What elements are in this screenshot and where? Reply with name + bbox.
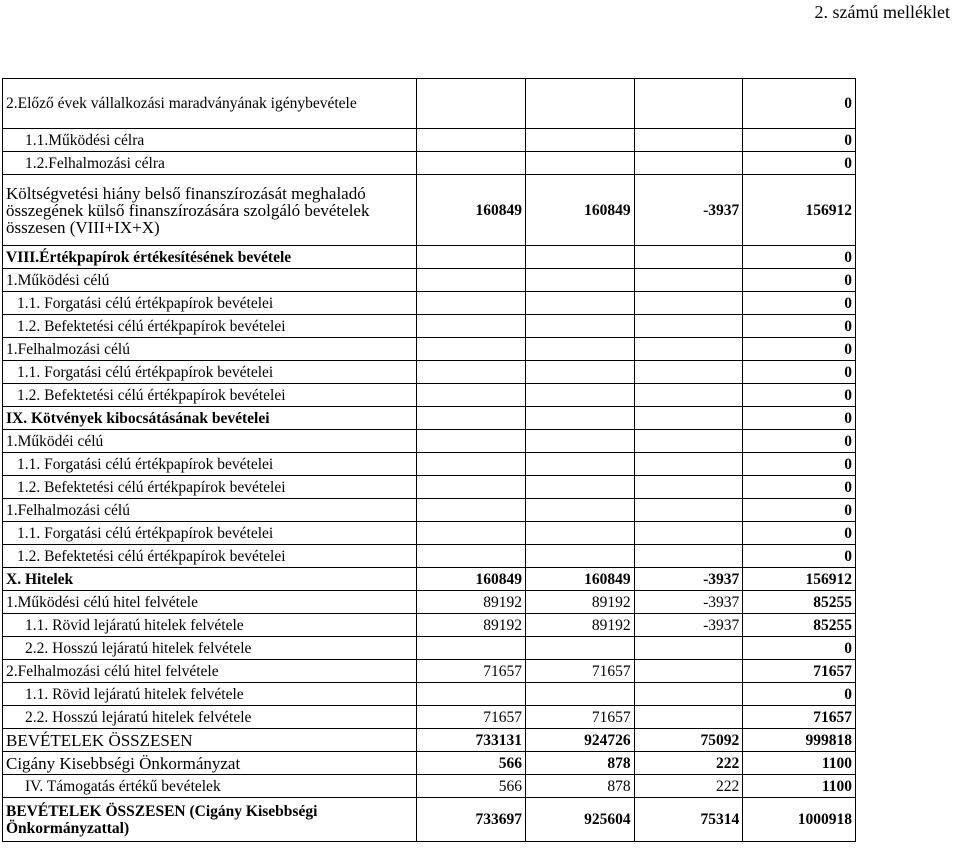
cell-value (634, 269, 743, 292)
row-label: 1.Felhalmozási célú (3, 338, 417, 361)
cell-value (634, 338, 743, 361)
cell-value: 1100 (743, 775, 856, 798)
row-label: 1.Működési célú hitel felvétele (3, 591, 417, 614)
cell-value: 0 (743, 79, 856, 129)
table-row (3, 637, 856, 660)
cell-value: 222 (634, 775, 743, 798)
cell-value: 222 (634, 752, 743, 775)
cell-value: -3937 (634, 614, 743, 637)
cell-value: 924726 (525, 729, 634, 752)
cell-value (417, 545, 526, 568)
cell-value: 733697 (417, 798, 526, 842)
cell-value (634, 430, 743, 453)
table-row (3, 384, 856, 407)
row-label: 2.2. Hosszú lejáratú hitelek felvétele (3, 706, 417, 729)
cell-value: 75314 (634, 798, 743, 842)
cell-value (525, 315, 634, 338)
cell-value: 0 (743, 269, 856, 292)
table-row (3, 269, 856, 292)
cell-value: 566 (417, 752, 526, 775)
cell-value: 85255 (743, 614, 856, 637)
cell-value: 71657 (417, 706, 526, 729)
cell-value: 0 (743, 637, 856, 660)
cell-value: 0 (743, 545, 856, 568)
table-row (3, 775, 856, 798)
cell-value (417, 152, 526, 175)
cell-value (417, 246, 526, 269)
row-label: 2.2. Hosszú lejáratú hitelek felvétele (3, 637, 417, 660)
cell-value (634, 129, 743, 152)
cell-value: 1000918 (743, 798, 856, 842)
cell-value: 160849 (525, 568, 634, 591)
cell-value (634, 476, 743, 499)
cell-value: 925604 (525, 798, 634, 842)
cell-value (525, 476, 634, 499)
cell-value (634, 660, 743, 683)
table-row (3, 683, 856, 706)
cell-value (634, 315, 743, 338)
cell-value (525, 407, 634, 430)
cell-value: -3937 (634, 568, 743, 591)
cell-value: 0 (743, 476, 856, 499)
cell-value: 0 (743, 407, 856, 430)
cell-value: 89192 (417, 614, 526, 637)
cell-value (525, 683, 634, 706)
cell-value (525, 338, 634, 361)
annex-title: 2. számú melléklet (814, 2, 950, 22)
table-row (3, 175, 856, 246)
cell-value: 566 (417, 775, 526, 798)
cell-value (417, 269, 526, 292)
cell-value: 160849 (417, 175, 526, 246)
row-label: 1.2. Befektetési célú értékpapírok bevételei (3, 545, 417, 568)
cell-value (634, 522, 743, 545)
cell-value (525, 269, 634, 292)
cell-value: 1100 (743, 752, 856, 775)
row-label: 2.Előző évek vállalkozási maradványának igénybevétele (3, 79, 417, 129)
table-row (3, 407, 856, 430)
table-row (3, 430, 856, 453)
cell-value: 0 (743, 430, 856, 453)
cell-value: 0 (743, 361, 856, 384)
cell-value (525, 637, 634, 660)
cell-value (417, 683, 526, 706)
table-row (3, 752, 856, 775)
row-label: 1.2.Felhalmozási célra (3, 152, 417, 175)
cell-value (417, 361, 526, 384)
cell-value: 71657 (525, 660, 634, 683)
cell-value: 156912 (743, 568, 856, 591)
cell-value: 0 (743, 338, 856, 361)
cell-value (417, 292, 526, 315)
cell-value (417, 522, 526, 545)
row-label: Költségvetési hiány belső finanszírozását meghaladó összegének külső finanszírozására szolgáló bevételek összesen (VIII+IX+X) (3, 175, 417, 246)
cell-value (634, 361, 743, 384)
row-label: BEVÉTELEK ÖSSZESEN (Cigány Kisebbségi Önkormányzattal) (3, 798, 417, 842)
cell-value (634, 683, 743, 706)
cell-value (417, 384, 526, 407)
cell-value: 0 (743, 246, 856, 269)
row-label: X. Hitelek (3, 568, 417, 591)
table-row (3, 129, 856, 152)
cell-value (525, 384, 634, 407)
cell-value: 0 (743, 152, 856, 175)
row-label: 1.Működési célú (3, 269, 417, 292)
row-label: 1.1. Forgatási célú értékpapírok bevételei (3, 453, 417, 476)
cell-value (525, 79, 634, 129)
cell-value (634, 499, 743, 522)
cell-value: 89192 (417, 591, 526, 614)
cell-value (525, 499, 634, 522)
table-row (3, 522, 856, 545)
table-row (3, 361, 856, 384)
cell-value: -3937 (634, 591, 743, 614)
cell-value: 89192 (525, 614, 634, 637)
table-row (3, 292, 856, 315)
cell-value (525, 522, 634, 545)
row-label: 1.1. Rövid lejáratú hitelek felvétele (3, 614, 417, 637)
table-row (3, 660, 856, 683)
cell-value (634, 384, 743, 407)
cell-value: 733131 (417, 729, 526, 752)
row-label: 1.Felhalmozási célú (3, 499, 417, 522)
row-label: 2.Felhalmozási célú hitel felvétele (3, 660, 417, 683)
table-row (3, 545, 856, 568)
cell-value: 0 (743, 129, 856, 152)
cell-value (417, 407, 526, 430)
cell-value (525, 361, 634, 384)
cell-value: 0 (743, 384, 856, 407)
cell-value (525, 430, 634, 453)
cell-value (417, 129, 526, 152)
table-row (3, 338, 856, 361)
row-label: Cigány Kisebbségi Önkormányzat (3, 752, 417, 775)
cell-value (634, 453, 743, 476)
cell-value: 878 (525, 775, 634, 798)
cell-value (634, 637, 743, 660)
row-label: 1.1. Forgatási célú értékpapírok bevételei (3, 292, 417, 315)
cell-value (634, 292, 743, 315)
row-label: VIII.Értékpapírok értékesítésének bevétele (3, 246, 417, 269)
table-row (3, 591, 856, 614)
cell-value: 0 (743, 315, 856, 338)
cell-value (525, 453, 634, 476)
cell-value (634, 246, 743, 269)
row-label: 1.2. Befektetési célú értékpapírok bevételei (3, 315, 417, 338)
cell-value: 0 (743, 453, 856, 476)
cell-value (417, 338, 526, 361)
row-label: 1.2. Befektetési célú értékpapírok bevételei (3, 384, 417, 407)
row-label: 1.1.Működési célra (3, 129, 417, 152)
cell-value: 160849 (525, 175, 634, 246)
row-label: 1.1. Rövid lejáratú hitelek felvétele (3, 683, 417, 706)
table-row (3, 315, 856, 338)
budget-table (2, 78, 856, 842)
table-row (3, 568, 856, 591)
table-row (3, 706, 856, 729)
cell-value (634, 407, 743, 430)
table-row (3, 152, 856, 175)
table-row (3, 79, 856, 129)
cell-value (417, 637, 526, 660)
cell-value (525, 246, 634, 269)
cell-value (525, 292, 634, 315)
cell-value: 71657 (417, 660, 526, 683)
cell-value (634, 152, 743, 175)
cell-value: 85255 (743, 591, 856, 614)
table-row (3, 614, 856, 637)
cell-value: 0 (743, 499, 856, 522)
cell-value: 75092 (634, 729, 743, 752)
cell-value: 0 (743, 522, 856, 545)
cell-value (525, 545, 634, 568)
cell-value (417, 79, 526, 129)
cell-value (634, 706, 743, 729)
cell-value (525, 152, 634, 175)
row-label: IX. Kötvények kibocsátásának bevételei (3, 407, 417, 430)
row-label: 1.2. Befektetési célú értékpapírok bevételei (3, 476, 417, 499)
row-label: 1.1. Forgatási célú értékpapírok bevételei (3, 361, 417, 384)
table-row (3, 453, 856, 476)
cell-value: 160849 (417, 568, 526, 591)
cell-value: 156912 (743, 175, 856, 246)
cell-value (417, 453, 526, 476)
cell-value (417, 430, 526, 453)
table-row (3, 499, 856, 522)
table-row (3, 476, 856, 499)
cell-value: 89192 (525, 591, 634, 614)
row-label: 1.1. Forgatási célú értékpapírok bevételei (3, 522, 417, 545)
cell-value (634, 545, 743, 568)
cell-value (634, 79, 743, 129)
cell-value: 0 (743, 292, 856, 315)
cell-value (417, 476, 526, 499)
cell-value (525, 129, 634, 152)
cell-value (417, 499, 526, 522)
table-row (3, 798, 856, 842)
row-label: 1.Működéi célú (3, 430, 417, 453)
row-label: BEVÉTELEK ÖSSZESEN (3, 729, 417, 752)
cell-value: 71657 (743, 706, 856, 729)
table-row (3, 729, 856, 752)
cell-value: 878 (525, 752, 634, 775)
row-label: IV. Támogatás értékű bevételek (3, 775, 417, 798)
cell-value (417, 315, 526, 338)
cell-value: 71657 (743, 660, 856, 683)
cell-value: 71657 (525, 706, 634, 729)
cell-value: 999818 (743, 729, 856, 752)
cell-value: 0 (743, 683, 856, 706)
cell-value: -3937 (634, 175, 743, 246)
table-row (3, 246, 856, 269)
